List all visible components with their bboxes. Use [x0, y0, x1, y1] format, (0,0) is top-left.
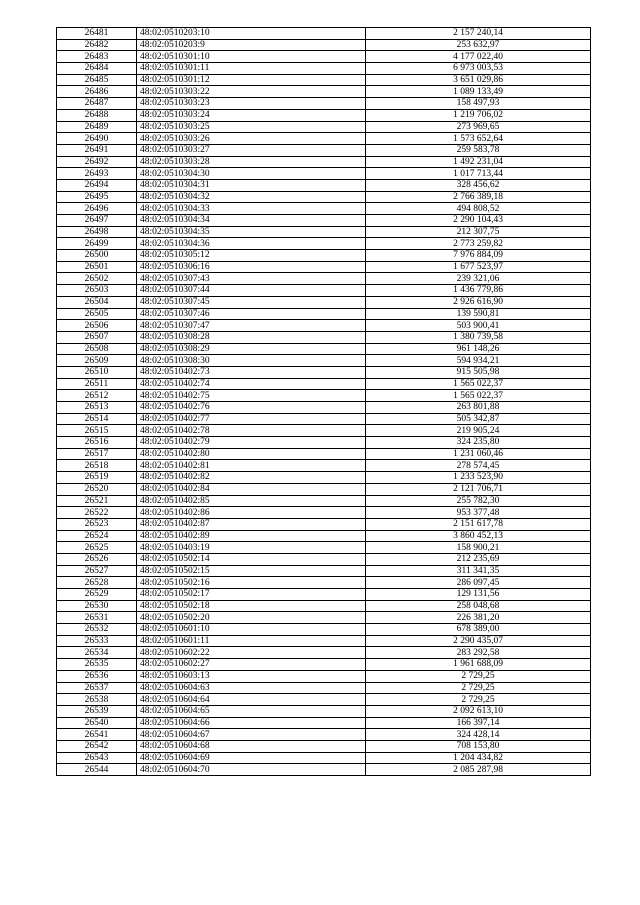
- table-row: [57, 226, 591, 238]
- cadastral-value-cell: 503 900,41: [366, 320, 591, 332]
- table-row: [57, 109, 591, 121]
- cadastral-value-cell: 2 766 389,18: [366, 191, 591, 203]
- cadastral-value-cell: 212 307,75: [366, 226, 591, 238]
- cadastral-number-cell: 48:02:0510303:24: [137, 109, 366, 121]
- cadastral-number-cell: 48:02:0510307:43: [137, 273, 366, 285]
- cadastral-number-cell: 48:02:0510604:68: [137, 740, 366, 752]
- row-number-cell: 26507: [57, 331, 137, 343]
- row-number-cell: 26494: [57, 179, 137, 191]
- cadastral-number-cell: 48:02:0510402:79: [137, 437, 366, 449]
- table-row: [57, 483, 591, 495]
- cadastral-value-cell: 1 492 231,04: [366, 156, 591, 168]
- table-row: [57, 378, 591, 390]
- table-row: [57, 717, 591, 729]
- cadastral-value-cell: 1 565 022,37: [366, 378, 591, 390]
- table-row: [57, 647, 591, 659]
- cadastral-value-cell: 158 900,21: [366, 542, 591, 554]
- cadastral-value-cell: 129 131,56: [366, 589, 591, 601]
- cadastral-value-cell: 1 677 523,97: [366, 261, 591, 273]
- cadastral-number-cell: 48:02:0510304:36: [137, 238, 366, 250]
- cadastral-value-cell: 239 321,06: [366, 273, 591, 285]
- table-row: [57, 402, 591, 414]
- cadastral-number-cell: 48:02:0510502:16: [137, 577, 366, 589]
- cadastral-value-cell: 1 573 652,64: [366, 133, 591, 145]
- table-row: [57, 238, 591, 250]
- table-row: [57, 179, 591, 191]
- table-row: [57, 355, 591, 367]
- cadastral-value-cell: 166 397,14: [366, 717, 591, 729]
- cadastral-number-cell: 48:02:0510304:34: [137, 215, 366, 227]
- cadastral-value-cell: 2 121 706,71: [366, 483, 591, 495]
- cadastral-number-cell: 48:02:0510601:11: [137, 635, 366, 647]
- cadastral-number-cell: 48:02:0510303:25: [137, 121, 366, 133]
- table-row: [57, 612, 591, 624]
- row-number-cell: 26481: [57, 28, 137, 40]
- row-number-cell: 26482: [57, 39, 137, 51]
- cadastral-value-cell: 594 934,21: [366, 355, 591, 367]
- cadastral-number-cell: 48:02:0510604:66: [137, 717, 366, 729]
- cadastral-value-cell: 494 808,52: [366, 203, 591, 215]
- row-number-cell: 26525: [57, 542, 137, 554]
- cadastral-number-cell: 48:02:0510604:70: [137, 764, 366, 776]
- cadastral-number-cell: 48:02:0510402:84: [137, 483, 366, 495]
- table-row: [57, 448, 591, 460]
- row-number-cell: 26514: [57, 413, 137, 425]
- row-number-cell: 26528: [57, 577, 137, 589]
- cadastral-number-cell: 48:02:0510203:10: [137, 28, 366, 40]
- table-row: [57, 156, 591, 168]
- cadastral-value-cell: 2 926 616,90: [366, 296, 591, 308]
- table-row: [57, 600, 591, 612]
- table-row: [57, 589, 591, 601]
- row-number-cell: 26515: [57, 425, 137, 437]
- cadastral-number-cell: 48:02:0510304:32: [137, 191, 366, 203]
- table-row: [57, 437, 591, 449]
- cadastral-value-cell: 324 428,14: [366, 729, 591, 741]
- cadastral-number-cell: 48:02:0510304:33: [137, 203, 366, 215]
- cadastral-value-cell: 953 377,48: [366, 507, 591, 519]
- cadastral-value-cell: 2 729,25: [366, 694, 591, 706]
- row-number-cell: 26527: [57, 565, 137, 577]
- cadastral-number-cell: 48:02:0510304:31: [137, 179, 366, 191]
- cadastral-value-cell: 3 860 452,13: [366, 530, 591, 542]
- table-row: [57, 285, 591, 297]
- cadastral-value-cell: 1 089 133,49: [366, 86, 591, 98]
- table-row: [57, 121, 591, 133]
- cadastral-number-cell: 48:02:0510307:46: [137, 308, 366, 320]
- table-row: [57, 296, 591, 308]
- table-row: [57, 28, 591, 40]
- cadastral-value-cell: 324 235,80: [366, 437, 591, 449]
- row-number-cell: 26500: [57, 250, 137, 262]
- cadastral-value-cell: 2 085 287,98: [366, 764, 591, 776]
- table-row: [57, 764, 591, 776]
- cadastral-value-cell: 259 583,78: [366, 144, 591, 156]
- cadastral-value-cell: 1 017 713,44: [366, 168, 591, 180]
- table-row: [57, 694, 591, 706]
- cadastral-value-cell: 258 048,68: [366, 600, 591, 612]
- cadastral-value-cell: 2 092 613,10: [366, 705, 591, 717]
- table-row: [57, 63, 591, 75]
- table-row: [57, 215, 591, 227]
- cadastral-value-cell: 328 456,62: [366, 179, 591, 191]
- row-number-cell: 26490: [57, 133, 137, 145]
- cadastral-number-cell: 48:02:0510304:35: [137, 226, 366, 238]
- row-number-cell: 26523: [57, 518, 137, 530]
- cadastral-value-cell: 2 290 435,07: [366, 635, 591, 647]
- cadastral-number-cell: 48:02:0510308:30: [137, 355, 366, 367]
- row-number-cell: 26512: [57, 390, 137, 402]
- table-row: [57, 343, 591, 355]
- cadastral-value-cell: 7 976 884,09: [366, 250, 591, 262]
- cadastral-number-cell: 48:02:0510603:13: [137, 670, 366, 682]
- cadastral-number-cell: 48:02:0510402:76: [137, 402, 366, 414]
- table-row: [57, 308, 591, 320]
- cadastral-value-cell: 6 973 003,53: [366, 63, 591, 75]
- cadastral-number-cell: 48:02:0510203:9: [137, 39, 366, 51]
- cadastral-number-cell: 48:02:0510306:16: [137, 261, 366, 273]
- table-row: [57, 460, 591, 472]
- row-number-cell: 26487: [57, 98, 137, 110]
- table-row: [57, 98, 591, 110]
- cadastral-value-cell: 4 177 022,40: [366, 51, 591, 63]
- table-row: [57, 752, 591, 764]
- cadastral-value-cell: 3 651 029,86: [366, 74, 591, 86]
- row-number-cell: 26544: [57, 764, 137, 776]
- cadastral-number-cell: 48:02:0510308:28: [137, 331, 366, 343]
- cadastral-number-cell: 48:02:0510601:10: [137, 624, 366, 636]
- cadastral-number-cell: 48:02:0510604:65: [137, 705, 366, 717]
- cadastral-number-cell: 48:02:0510502:20: [137, 612, 366, 624]
- cadastral-number-cell: 48:02:0510301:12: [137, 74, 366, 86]
- table-row: [57, 518, 591, 530]
- table-row: [57, 250, 591, 262]
- row-number-cell: 26516: [57, 437, 137, 449]
- cadastral-number-cell: 48:02:0510502:17: [137, 589, 366, 601]
- table-row: [57, 472, 591, 484]
- cadastral-number-cell: 48:02:0510307:44: [137, 285, 366, 297]
- cadastral-number-cell: 48:02:0510303:28: [137, 156, 366, 168]
- row-number-cell: 26539: [57, 705, 137, 717]
- row-number-cell: 26533: [57, 635, 137, 647]
- cadastral-value-cell: 286 097,45: [366, 577, 591, 589]
- cadastral-number-cell: 48:02:0510402:87: [137, 518, 366, 530]
- row-number-cell: 26541: [57, 729, 137, 741]
- row-number-cell: 26513: [57, 402, 137, 414]
- cadastral-number-cell: 48:02:0510604:63: [137, 682, 366, 694]
- cadastral-number-cell: 48:02:0510402:82: [137, 472, 366, 484]
- row-number-cell: 26491: [57, 144, 137, 156]
- cadastral-value-cell: 139 590,81: [366, 308, 591, 320]
- cadastral-value-cell: 708 153,80: [366, 740, 591, 752]
- row-number-cell: 26538: [57, 694, 137, 706]
- row-number-cell: 26509: [57, 355, 137, 367]
- table-row: [57, 203, 591, 215]
- document-page: [56, 27, 591, 776]
- table-row: [57, 577, 591, 589]
- cadastral-number-cell: 48:02:0510402:74: [137, 378, 366, 390]
- cadastral-number-cell: 48:02:0510301:11: [137, 63, 366, 75]
- cadastral-value-cell: 311 341,35: [366, 565, 591, 577]
- table-row: [57, 390, 591, 402]
- cadastral-number-cell: 48:02:0510402:81: [137, 460, 366, 472]
- cadastral-number-cell: 48:02:0510502:18: [137, 600, 366, 612]
- row-number-cell: 26501: [57, 261, 137, 273]
- row-number-cell: 26493: [57, 168, 137, 180]
- cadastral-value-cell: 212 235,69: [366, 553, 591, 565]
- row-number-cell: 26488: [57, 109, 137, 121]
- row-number-cell: 26537: [57, 682, 137, 694]
- cadastral-number-cell: 48:02:0510301:10: [137, 51, 366, 63]
- cadastral-value-cell: 219 905,24: [366, 425, 591, 437]
- row-number-cell: 26540: [57, 717, 137, 729]
- cadastral-number-cell: 48:02:0510604:64: [137, 694, 366, 706]
- cadastral-number-cell: 48:02:0510402:73: [137, 366, 366, 378]
- cadastral-number-cell: 48:02:0510402:86: [137, 507, 366, 519]
- cadastral-number-cell: 48:02:0510303:22: [137, 86, 366, 98]
- cadastral-number-cell: 48:02:0510303:27: [137, 144, 366, 156]
- table-row: [57, 635, 591, 647]
- table-row: [57, 51, 591, 63]
- cadastral-value-cell: 2 157 240,14: [366, 28, 591, 40]
- row-number-cell: 26505: [57, 308, 137, 320]
- table-row: [57, 74, 591, 86]
- cadastral-number-cell: 48:02:0510402:80: [137, 448, 366, 460]
- row-number-cell: 26495: [57, 191, 137, 203]
- row-number-cell: 26519: [57, 472, 137, 484]
- cadastral-number-cell: 48:02:0510602:22: [137, 647, 366, 659]
- row-number-cell: 26502: [57, 273, 137, 285]
- table-row: [57, 413, 591, 425]
- cadastral-number-cell: 48:02:0510402:78: [137, 425, 366, 437]
- table-row: [57, 565, 591, 577]
- table-row: [57, 740, 591, 752]
- row-number-cell: 26504: [57, 296, 137, 308]
- row-number-cell: 26530: [57, 600, 137, 612]
- row-number-cell: 26531: [57, 612, 137, 624]
- row-number-cell: 26489: [57, 121, 137, 133]
- cadastral-value-cell: 278 574,45: [366, 460, 591, 472]
- row-number-cell: 26492: [57, 156, 137, 168]
- table-row: [57, 507, 591, 519]
- row-number-cell: 26524: [57, 530, 137, 542]
- table-row: [57, 425, 591, 437]
- table-row: [57, 261, 591, 273]
- cadastral-value-cell: 253 632,97: [366, 39, 591, 51]
- row-number-cell: 26508: [57, 343, 137, 355]
- cadastral-value-cell: 1 204 434,82: [366, 752, 591, 764]
- row-number-cell: 26499: [57, 238, 137, 250]
- row-number-cell: 26498: [57, 226, 137, 238]
- row-number-cell: 26517: [57, 448, 137, 460]
- cadastral-value-cell: 2 290 104,43: [366, 215, 591, 227]
- cadastral-number-cell: 48:02:0510307:47: [137, 320, 366, 332]
- row-number-cell: 26511: [57, 378, 137, 390]
- cadastral-number-cell: 48:02:0510403:19: [137, 542, 366, 554]
- row-number-cell: 26497: [57, 215, 137, 227]
- row-number-cell: 26518: [57, 460, 137, 472]
- cadastral-value-cell: 2 729,25: [366, 670, 591, 682]
- row-number-cell: 26503: [57, 285, 137, 297]
- table-row: [57, 659, 591, 671]
- cadastral-value-cell: 283 292,58: [366, 647, 591, 659]
- row-number-cell: 26486: [57, 86, 137, 98]
- row-number-cell: 26543: [57, 752, 137, 764]
- table-row: [57, 273, 591, 285]
- table-row: [57, 86, 591, 98]
- cadastral-value-cell: 2 773 259,82: [366, 238, 591, 250]
- table-row: [57, 39, 591, 51]
- table-row: [57, 670, 591, 682]
- cadastral-value-cell: 505 342,87: [366, 413, 591, 425]
- cadastral-value-cell: 1 231 060,46: [366, 448, 591, 460]
- cadastral-value-cell: 255 782,30: [366, 495, 591, 507]
- row-number-cell: 26522: [57, 507, 137, 519]
- row-number-cell: 26484: [57, 63, 137, 75]
- row-number-cell: 26521: [57, 495, 137, 507]
- cadastral-value-cell: 1 565 022,37: [366, 390, 591, 402]
- row-number-cell: 26483: [57, 51, 137, 63]
- cadastral-value-cell: 2 151 617,78: [366, 518, 591, 530]
- table-row: [57, 168, 591, 180]
- cadastral-number-cell: 48:02:0510502:14: [137, 553, 366, 565]
- cadastral-number-cell: 48:02:0510604:67: [137, 729, 366, 741]
- table-row: [57, 530, 591, 542]
- cadastral-value-cell: 158 497,93: [366, 98, 591, 110]
- cadastral-number-cell: 48:02:0510305:12: [137, 250, 366, 262]
- cadastral-value-cell: 263 801,88: [366, 402, 591, 414]
- table-body: [57, 28, 591, 776]
- cadastral-value-cell: 1 380 739,58: [366, 331, 591, 343]
- cadastral-number-cell: 48:02:0510604:69: [137, 752, 366, 764]
- row-number-cell: 26534: [57, 647, 137, 659]
- table-row: [57, 542, 591, 554]
- cadastral-number-cell: 48:02:0510602:27: [137, 659, 366, 671]
- table-row: [57, 624, 591, 636]
- row-number-cell: 26506: [57, 320, 137, 332]
- row-number-cell: 26485: [57, 74, 137, 86]
- row-number-cell: 26542: [57, 740, 137, 752]
- table-row: [57, 495, 591, 507]
- cadastral-number-cell: 48:02:0510402:75: [137, 390, 366, 402]
- cadastral-number-cell: 48:02:0510502:15: [137, 565, 366, 577]
- cadastral-value-cell: 226 381,20: [366, 612, 591, 624]
- cadastral-value-cell: 678 389,00: [366, 624, 591, 636]
- cadastral-number-cell: 48:02:0510402:89: [137, 530, 366, 542]
- cadastral-value-cell: 961 148,26: [366, 343, 591, 355]
- table-row: [57, 191, 591, 203]
- row-number-cell: 26520: [57, 483, 137, 495]
- cadastral-value-table: [56, 27, 591, 776]
- cadastral-number-cell: 48:02:0510402:77: [137, 413, 366, 425]
- row-number-cell: 26510: [57, 366, 137, 378]
- cadastral-number-cell: 48:02:0510307:45: [137, 296, 366, 308]
- cadastral-value-cell: 1 219 706,02: [366, 109, 591, 121]
- table-row: [57, 705, 591, 717]
- cadastral-value-cell: 915 505,98: [366, 366, 591, 378]
- cadastral-value-cell: 2 729,25: [366, 682, 591, 694]
- cadastral-value-cell: 1 233 523,90: [366, 472, 591, 484]
- row-number-cell: 26496: [57, 203, 137, 215]
- row-number-cell: 26526: [57, 553, 137, 565]
- cadastral-number-cell: 48:02:0510303:23: [137, 98, 366, 110]
- table-row: [57, 366, 591, 378]
- cadastral-value-cell: 1 436 779,86: [366, 285, 591, 297]
- row-number-cell: 26535: [57, 659, 137, 671]
- table-row: [57, 331, 591, 343]
- table-row: [57, 553, 591, 565]
- table-row: [57, 133, 591, 145]
- cadastral-number-cell: 48:02:0510303:26: [137, 133, 366, 145]
- table-row: [57, 320, 591, 332]
- cadastral-number-cell: 48:02:0510308:29: [137, 343, 366, 355]
- row-number-cell: 26532: [57, 624, 137, 636]
- table-row: [57, 729, 591, 741]
- cadastral-number-cell: 48:02:0510304:30: [137, 168, 366, 180]
- cadastral-number-cell: 48:02:0510402:85: [137, 495, 366, 507]
- cadastral-value-cell: 273 969,65: [366, 121, 591, 133]
- row-number-cell: 26536: [57, 670, 137, 682]
- table-row: [57, 144, 591, 156]
- row-number-cell: 26529: [57, 589, 137, 601]
- cadastral-value-cell: 1 961 688,09: [366, 659, 591, 671]
- table-row: [57, 682, 591, 694]
